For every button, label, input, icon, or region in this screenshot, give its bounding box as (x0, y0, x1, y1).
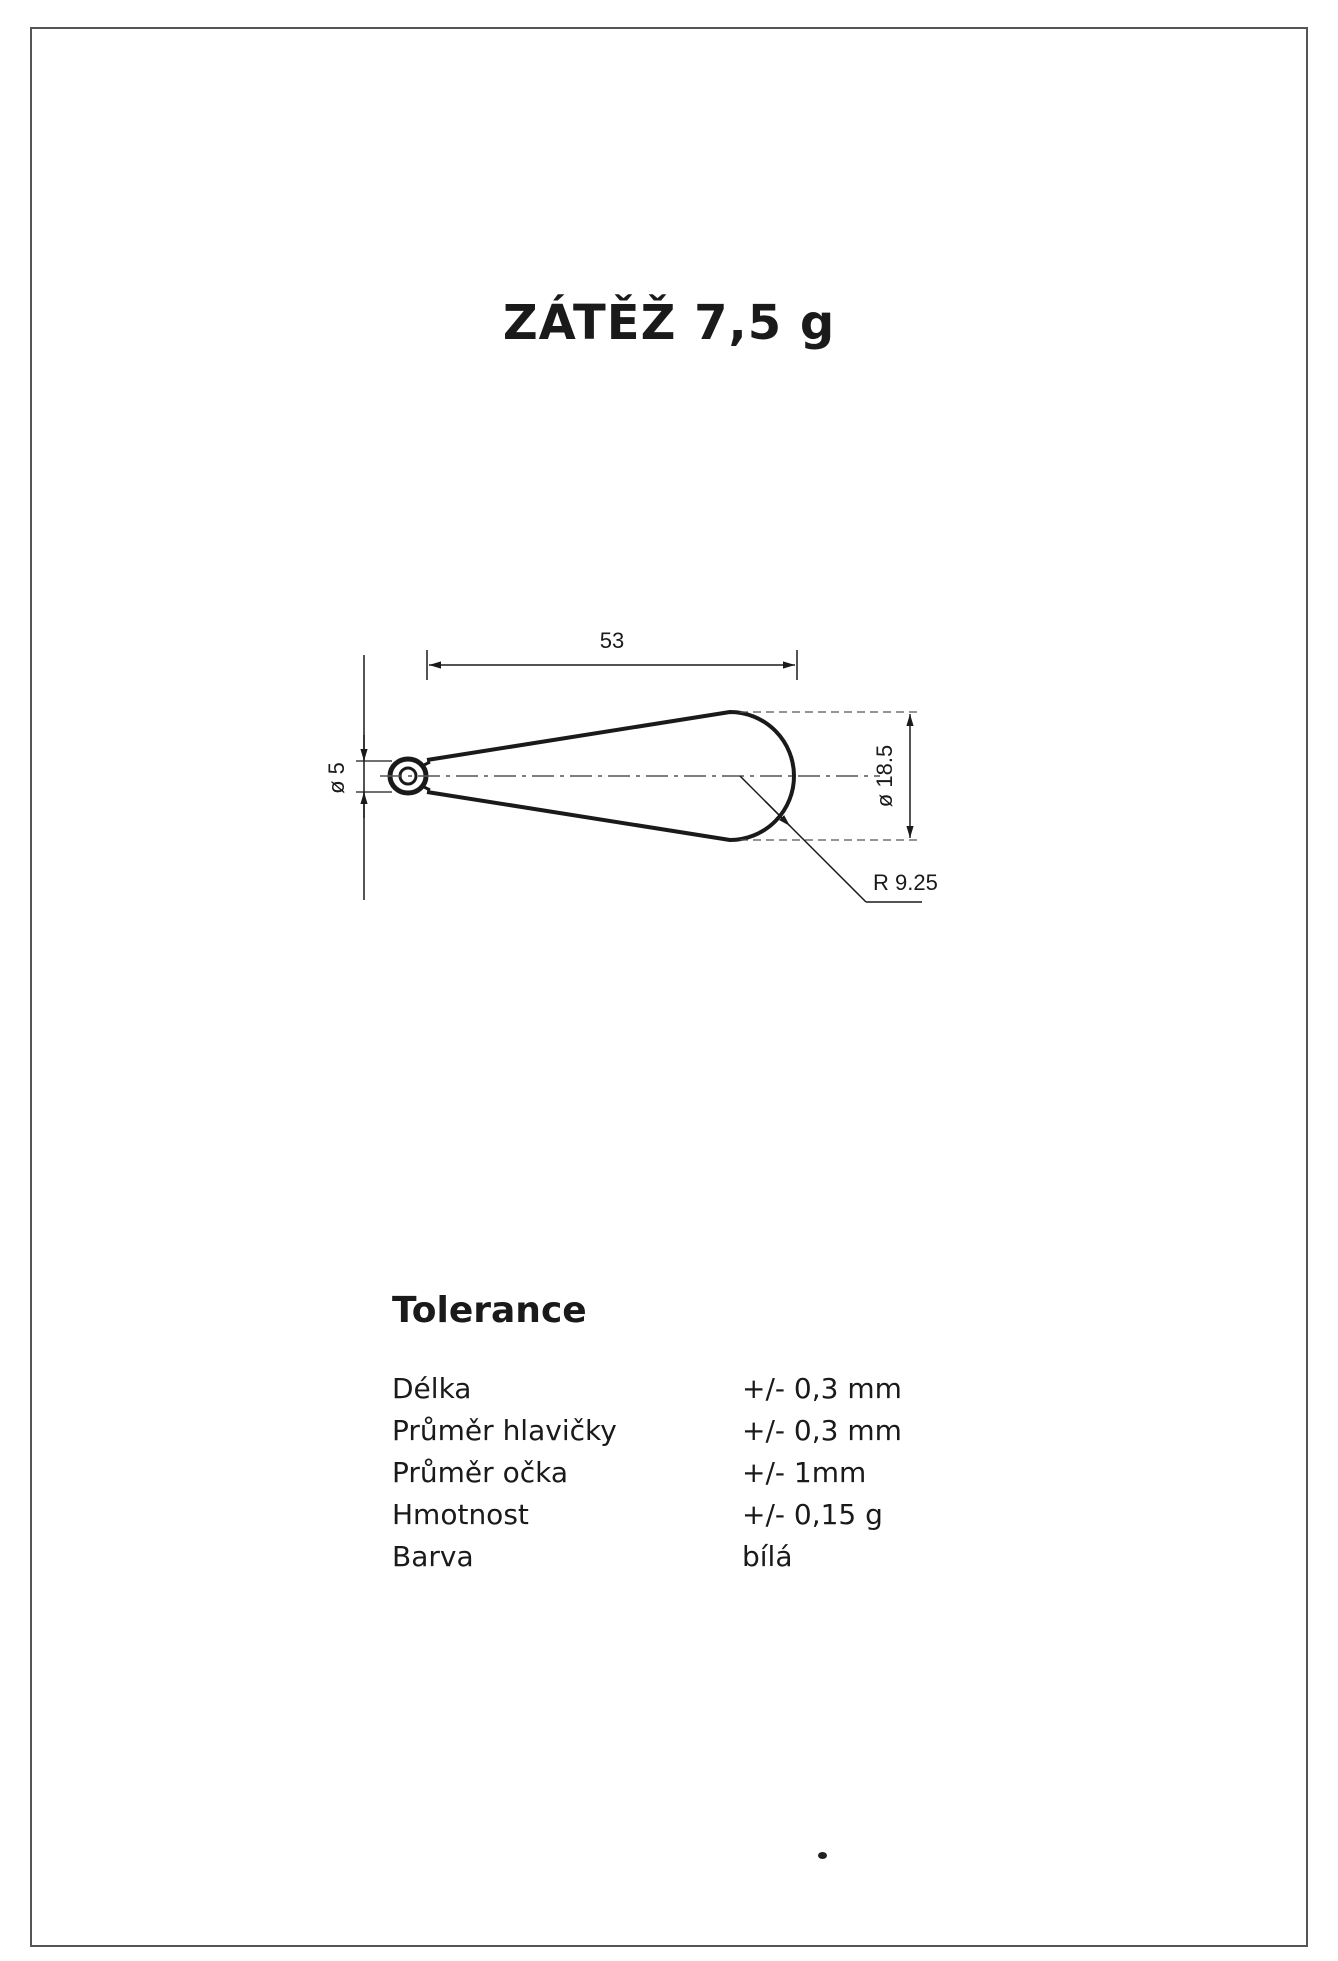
tolerance-heading: Tolerance (392, 1290, 587, 1331)
length-dimension-text: 53 (599, 628, 625, 653)
tolerance-name: Průměr hlavičky (392, 1414, 617, 1447)
table-row (392, 1452, 902, 1494)
tolerance-value: +/- 0,15 g (742, 1498, 883, 1531)
table-row (392, 1536, 902, 1578)
eye-dimension-text: ø 5 (324, 762, 349, 794)
radius-dimension-text: R 9.25 (873, 870, 938, 895)
table-row (392, 1494, 902, 1536)
eye-neck-top (422, 762, 430, 766)
head-dimension-text: ø 18.5 (872, 744, 897, 808)
tolerance-value: +/- 1mm (742, 1456, 867, 1489)
page-title: ZÁTĚŽ 7,5 g (502, 295, 836, 351)
tolerance-name: Hmotnost (392, 1498, 529, 1531)
tolerance-name: Délka (392, 1372, 472, 1405)
scan-speck (818, 1852, 827, 1859)
tolerance-table (392, 1368, 902, 1578)
tolerance-value: bílá (742, 1540, 793, 1573)
tolerance-name: Barva (392, 1540, 474, 1573)
table-row (392, 1410, 902, 1452)
eye-neck-bottom (422, 786, 430, 790)
tolerance-value: +/- 0,3 mm (742, 1372, 902, 1405)
tolerance-name: Průměr očka (392, 1456, 568, 1489)
radius-leader-line (740, 776, 866, 902)
table-row (392, 1368, 902, 1410)
tolerance-value: +/- 0,3 mm (742, 1414, 902, 1447)
